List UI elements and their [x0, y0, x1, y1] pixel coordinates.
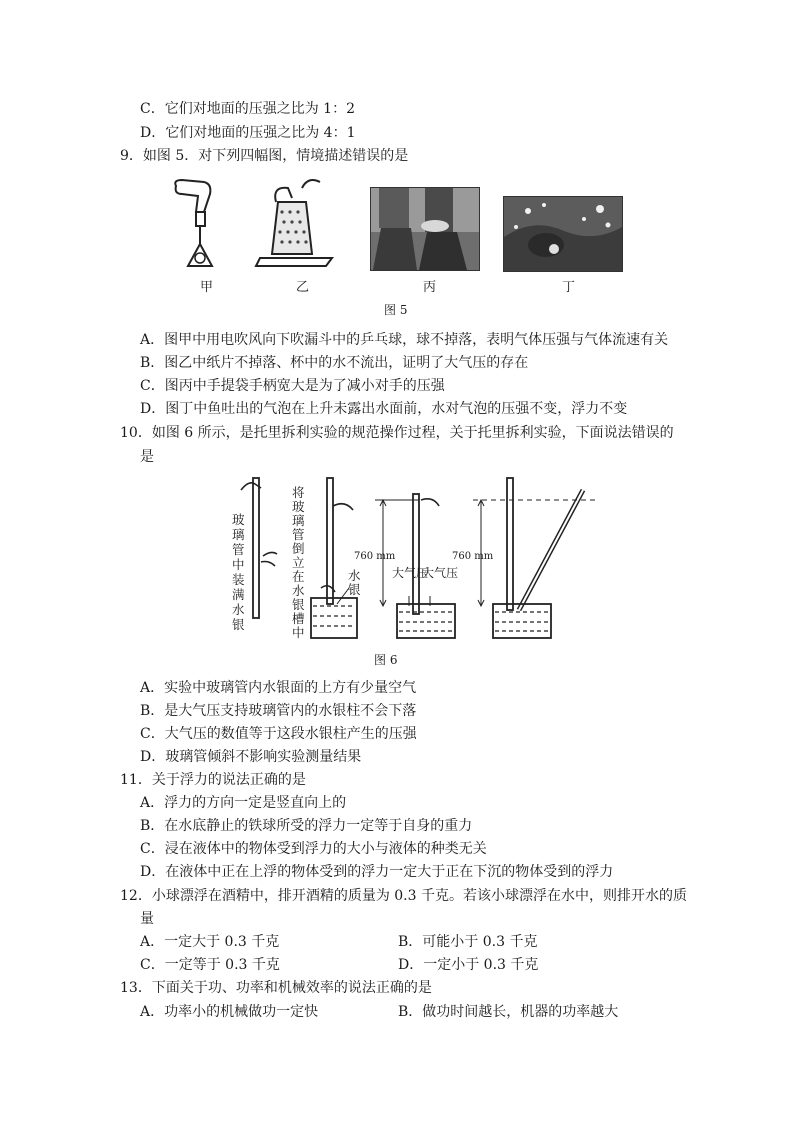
q10-option-b: B．是大气压支持玻璃管内的水银柱不会下落: [140, 703, 417, 719]
q11-option-c: C．浸在液体中的物体受到浮力的大小与液体的种类无关: [140, 841, 487, 857]
prev-option-c: C．它们对地面的压强之比为 1：2: [140, 101, 355, 117]
q11-option-b: B．在水底静止的铁球所受的浮力一定等于自身的重力: [140, 818, 473, 834]
q9-option-c: C．图丙中手提袋手柄宽大是为了减小对手的压强: [140, 378, 445, 394]
q12-option-d: D．一定小于 0.3 千克: [398, 957, 539, 973]
figure6-vertical-text-1: 玻璃管中装满水银: [232, 512, 245, 632]
figure5-bing-photo: [370, 187, 480, 271]
figure6-height-label-step4: 760 mm: [452, 551, 494, 562]
q13-option-b: B．做功时间越长，机器的功率越大: [398, 1004, 619, 1020]
figure5-label-ding: 丁: [562, 280, 576, 295]
figure5-label-yi: 乙: [296, 280, 310, 295]
prev-option-d: D．它们对地面的压强之比为 4：1: [140, 125, 356, 141]
q12-option-c: C．一定等于 0.3 千克: [140, 957, 280, 973]
figure5-ding-photo: [503, 196, 623, 272]
q11-option-a: A．浮力的方向一定是竖直向上的: [140, 795, 347, 811]
figure6-torricelli: [225, 470, 605, 645]
figure6-pressure-label-left: 大气压: [392, 566, 429, 580]
figure6-height-label-step3: 760 mm: [354, 551, 396, 562]
q11-option-d: D．在液体中正在上浮的物体受到的浮力一定大于正在下沉的物体受到的浮力: [140, 864, 614, 880]
q12-option-a: A．一定大于 0.3 千克: [140, 934, 280, 950]
figure5-jia-dryer-funnel: [168, 176, 238, 276]
q9-option-b: B．图乙中纸片不掉落、杯中的水不流出，证明了大气压的存在: [140, 355, 529, 371]
q9-stem: 9．如图 5．对下列四幅图，情境描述错误的是: [120, 148, 409, 164]
figure5-label-jia: 甲: [200, 280, 214, 295]
q12-stem-line2: 量: [140, 911, 154, 927]
q12-stem-line1: 12．小球漂浮在酒精中，排开酒精的质量为 0.3 千克。若该小球漂浮在水中，则排开水的质: [120, 888, 687, 904]
figure5-yi-cup-card: [254, 176, 344, 268]
q13-option-a: A．功率小的机械做功一定快: [140, 1004, 319, 1020]
q10-option-d: D．玻璃管倾斜不影响实验测量结果: [140, 749, 362, 765]
figure5-caption: 图 5: [384, 303, 408, 317]
q9-option-d: D．图丁中鱼吐出的气泡在上升未露出水面前，水对气泡的压强不变，浮力不变: [140, 401, 628, 417]
q10-stem-line1: 10．如图 6 所示，是托里拆利实验的规范操作过程，关于托里拆利实验，下面说法错误的: [120, 425, 674, 441]
figure6-vertical-text-2: 将玻璃管倒立在水银槽中: [292, 485, 305, 640]
q11-stem: 11．关于浮力的说法正确的是: [120, 772, 306, 788]
figure6-caption: 图 6: [374, 653, 398, 667]
q10-option-a: A．实验中玻璃管内水银面的上方有少量空气: [140, 680, 417, 696]
q13-stem: 13．下面关于功、功率和机械效率的说法正确的是: [120, 980, 432, 996]
figure6-mercury-label: 水银: [348, 568, 361, 597]
figure6-pressure-label-right: 大气压: [422, 566, 459, 580]
figure5-label-bing: 丙: [423, 280, 437, 295]
q12-option-b: B．可能小于 0.3 千克: [398, 934, 538, 950]
q10-stem-line2: 是: [140, 449, 154, 465]
q10-option-c: C．大气压的数值等于这段水银柱产生的压强: [140, 726, 417, 742]
q9-option-a: A．图甲中用电吹风向下吹漏斗中的乒乓球，球不掉落，表明气体压强与气体流速有关: [140, 332, 669, 348]
